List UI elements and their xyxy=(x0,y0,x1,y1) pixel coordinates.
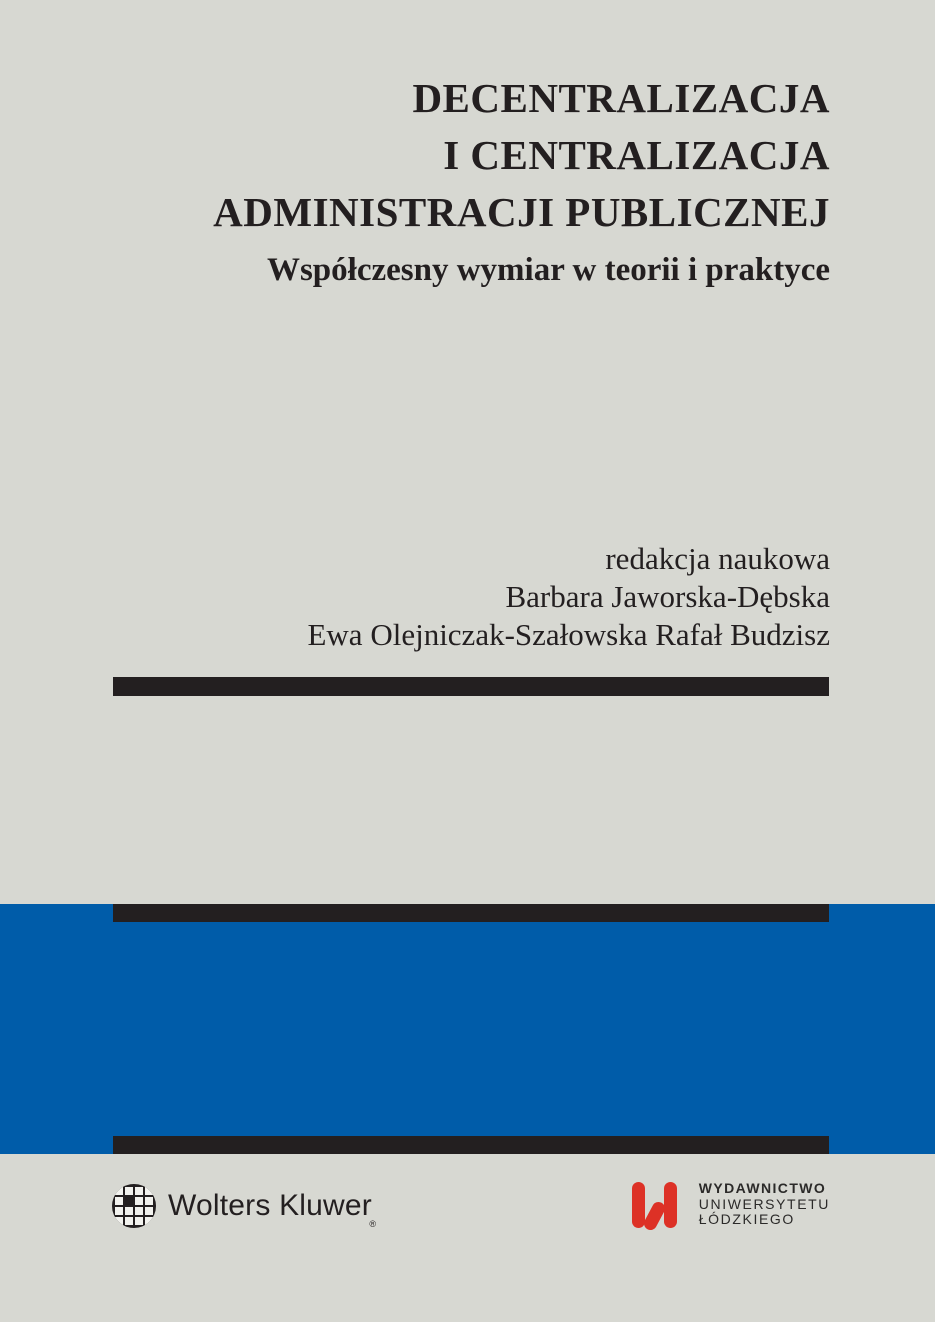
blue-band xyxy=(0,904,935,1154)
university-of-lodz-mark-icon xyxy=(632,1182,678,1228)
university-of-lodz-press-logo xyxy=(632,1181,830,1228)
divider-bar xyxy=(113,677,829,696)
title-line-2: I CENTRALIZACJA xyxy=(443,132,830,178)
footer xyxy=(0,1154,935,1322)
mark-left-pill xyxy=(632,1182,645,1228)
subtitle: Współczesny wymiar w teorii i praktyce xyxy=(266,252,830,288)
editor-name-2: Ewa Olejniczak-Szałowska Rafał Budzisz xyxy=(307,617,830,652)
publisher-name xyxy=(699,1181,830,1228)
editors-label: redakcja naukowa xyxy=(605,541,830,576)
title-line-3: ADMINISTRACJI PUBLICZNEJ xyxy=(213,189,830,235)
publisher-line-1: WYDAWNICTWO xyxy=(698,1180,827,1196)
band-top-bar xyxy=(113,904,829,922)
editors-block xyxy=(60,540,830,654)
title-line-1: DECENTRALIZACJA xyxy=(412,75,830,121)
wolters-kluwer-globe-icon xyxy=(112,1184,156,1228)
wolters-kluwer-logo xyxy=(112,1184,376,1229)
mark-right-pill xyxy=(664,1182,677,1228)
editor-name-1: Barbara Jaworska-Dębska xyxy=(505,579,830,614)
band-bottom-bar xyxy=(113,1136,829,1154)
wolters-kluwer-wordmark: Wolters Kluwer xyxy=(168,1189,372,1222)
registered-trademark-symbol: ® xyxy=(369,1219,376,1229)
globe-grid xyxy=(115,1187,153,1225)
publisher-line-2: UNIWERSYTETU xyxy=(698,1195,830,1212)
publisher-line-3: ŁÓDZKIEGO xyxy=(698,1211,795,1227)
title-block xyxy=(60,70,830,293)
